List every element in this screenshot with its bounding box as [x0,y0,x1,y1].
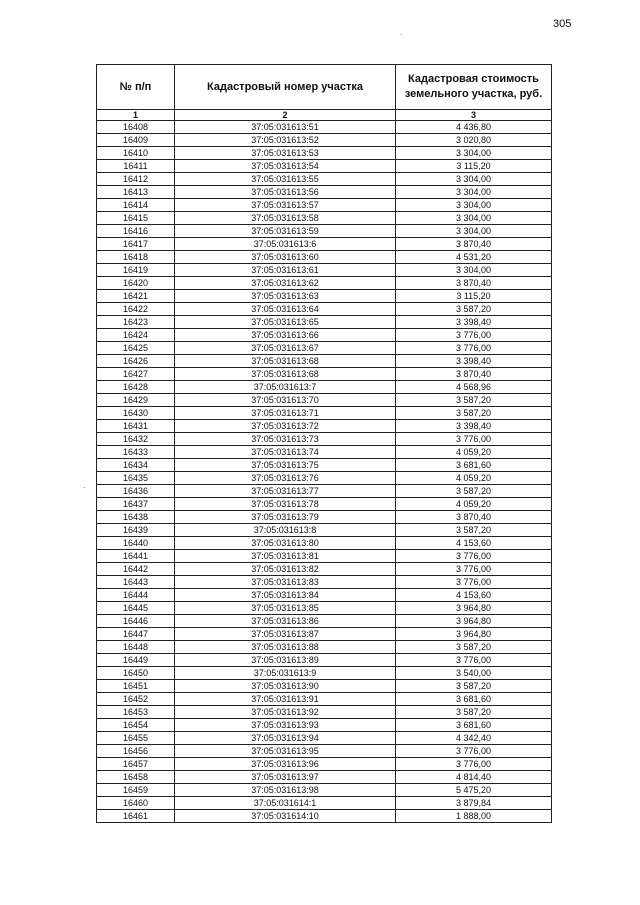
table-row [97,238,552,251]
table-row [97,485,552,498]
cadastral-value-cell: 3 304,00 [396,186,552,199]
table-row [97,511,552,524]
table-row [97,394,552,407]
row-number-cell: 16447 [97,628,175,641]
cadastral-value-cell: 3 681,60 [396,459,552,472]
cadastral-number-cell: 37:05:031613:83 [175,576,396,589]
cadastral-number-cell: 37:05:031613:89 [175,654,396,667]
cadastral-value-cell: 3 304,00 [396,212,552,225]
cadastral-number-cell: 37:05:031613:73 [175,433,396,446]
cadastral-number-cell: 37:05:031613:64 [175,303,396,316]
table-row [97,225,552,238]
cadastral-value-cell: 3 776,00 [396,329,552,342]
cadastral-number-cell: 37:05:031613:56 [175,186,396,199]
table-row [97,277,552,290]
cadastral-value-cell: 3 587,20 [396,407,552,420]
cadastral-number-cell: 37:05:031613:97 [175,771,396,784]
cadastral-number-cell: 37:05:031613:85 [175,602,396,615]
cadastral-value-cell: 3 870,40 [396,368,552,381]
row-number-cell: 16460 [97,797,175,810]
cadastral-number-cell: 37:05:031613:75 [175,459,396,472]
cadastral-value-cell: 3 304,00 [396,147,552,160]
table-row [97,303,552,316]
cadastral-value-cell: 3 587,20 [396,303,552,316]
cadastral-value-cell: 5 475,20 [396,784,552,797]
cadastral-value-cell: 3 115,20 [396,160,552,173]
table-row [97,381,552,394]
cadastral-number-cell: 37:05:031613:94 [175,732,396,745]
row-number-cell: 16434 [97,459,175,472]
cadastral-number-cell: 37:05:031613:55 [175,173,396,186]
row-number-cell: 16427 [97,368,175,381]
scan-speck: · [400,30,403,39]
row-number-cell: 16457 [97,758,175,771]
cadastral-value-cell: 3 964,80 [396,628,552,641]
cadastral-number-cell: 37:05:031613:96 [175,758,396,771]
cadastral-number-cell: 37:05:031613:80 [175,537,396,550]
cadastral-number-cell: 37:05:031613:53 [175,147,396,160]
cadastral-value-cell: 4 436,80 [396,121,552,134]
cadastral-number-cell: 37:05:031613:51 [175,121,396,134]
row-number-cell: 16456 [97,745,175,758]
cadastral-value-cell: 3 398,40 [396,316,552,329]
row-number-cell: 16412 [97,173,175,186]
cadastral-value-cell: 3 964,80 [396,602,552,615]
cadastral-number-cell: 37:05:031613:82 [175,563,396,576]
header-row-number: № п/п [97,65,175,110]
page-number: 305 [553,18,572,30]
cadastral-number-cell: 37:05:031613:54 [175,160,396,173]
table-row [97,446,552,459]
cadastral-number-cell: 37:05:031613:76 [175,472,396,485]
row-number-cell: 16444 [97,589,175,602]
row-number-cell: 16450 [97,667,175,680]
cadastral-value-cell: 3 304,00 [396,173,552,186]
cadastral-number-cell: 37:05:031613:92 [175,706,396,719]
cadastral-number-cell: 37:05:031613:72 [175,420,396,433]
row-number-cell: 16438 [97,511,175,524]
table-row [97,680,552,693]
table-row [97,199,552,212]
cadastral-value-cell: 3 776,00 [396,758,552,771]
table-row [97,342,552,355]
cadastral-value-cell: 1 888,00 [396,810,552,823]
table-row [97,797,552,810]
row-number-cell: 16448 [97,641,175,654]
cadastral-value-table [96,64,552,823]
row-number-cell: 16433 [97,446,175,459]
cadastral-value-cell: 3 587,20 [396,524,552,537]
cadastral-value-cell: 3 776,00 [396,342,552,355]
cadastral-number-cell: 37:05:031614:10 [175,810,396,823]
cadastral-number-cell: 37:05:031613:57 [175,199,396,212]
table-row [97,628,552,641]
table-row [97,576,552,589]
cadastral-value-cell: 3 776,00 [396,563,552,576]
cadastral-number-cell: 37:05:031613:68 [175,368,396,381]
table-row [97,550,552,563]
row-number-cell: 16422 [97,303,175,316]
table-row [97,654,552,667]
table-row [97,706,552,719]
cadastral-value-cell: 3 776,00 [396,576,552,589]
table-row [97,602,552,615]
column-index-row [97,110,552,121]
header-cadastral-number: Кадастровый номер участка [175,65,396,110]
table-row [97,316,552,329]
cadastral-number-cell: 37:05:031613:65 [175,316,396,329]
table-row [97,251,552,264]
table-row [97,212,552,225]
cadastral-number-cell: 37:05:031613:70 [175,394,396,407]
cadastral-value-cell: 3 964,80 [396,615,552,628]
table-row [97,407,552,420]
cadastral-value-cell: 3 776,00 [396,550,552,563]
table-row [97,732,552,745]
table-row [97,186,552,199]
row-number-cell: 16423 [97,316,175,329]
cadastral-number-cell: 37:05:031613:87 [175,628,396,641]
cadastral-number-cell: 37:05:031613:88 [175,641,396,654]
cadastral-value-cell: 3 587,20 [396,485,552,498]
row-number-cell: 16435 [97,472,175,485]
cadastral-number-cell: 37:05:031613:8 [175,524,396,537]
cadastral-number-cell: 37:05:031613:84 [175,589,396,602]
row-number-cell: 16415 [97,212,175,225]
cadastral-value-cell: 3 681,60 [396,719,552,732]
cadastral-value-cell: 4 059,20 [396,446,552,459]
row-number-cell: 16443 [97,576,175,589]
cadastral-value-cell: 3 304,00 [396,225,552,238]
table-row [97,134,552,147]
cadastral-number-cell: 37:05:031613:90 [175,680,396,693]
table-row [97,537,552,550]
table-row [97,589,552,602]
row-number-cell: 16421 [97,290,175,303]
cadastral-number-cell: 37:05:031613:61 [175,264,396,277]
table-row [97,368,552,381]
table-row [97,472,552,485]
row-number-cell: 16441 [97,550,175,563]
cadastral-value-cell: 3 776,00 [396,745,552,758]
row-number-cell: 16453 [97,706,175,719]
table-row [97,329,552,342]
table-row [97,693,552,706]
table-row [97,160,552,173]
row-number-cell: 16440 [97,537,175,550]
cadastral-number-cell: 37:05:031613:52 [175,134,396,147]
cadastral-value-cell: 3 870,40 [396,277,552,290]
row-number-cell: 16431 [97,420,175,433]
cadastral-number-cell: 37:05:031613:93 [175,719,396,732]
cadastral-value-cell: 3 879,84 [396,797,552,810]
row-number-cell: 16413 [97,186,175,199]
cadastral-number-cell: 37:05:031613:74 [175,446,396,459]
cadastral-value-cell: 3 020,80 [396,134,552,147]
table-row [97,784,552,797]
row-number-cell: 16436 [97,485,175,498]
cadastral-value-cell: 3 540,00 [396,667,552,680]
cadastral-value-cell: 3 587,20 [396,641,552,654]
row-number-cell: 16445 [97,602,175,615]
table-row [97,524,552,537]
cadastral-number-cell: 37:05:031613:6 [175,238,396,251]
cadastral-number-cell: 37:05:031614:1 [175,797,396,810]
row-number-cell: 16459 [97,784,175,797]
cadastral-value-cell: 3 115,20 [396,290,552,303]
cadastral-number-cell: 37:05:031613:62 [175,277,396,290]
cadastral-value-cell: 3 398,40 [396,420,552,433]
row-number-cell: 16417 [97,238,175,251]
table-row [97,147,552,160]
row-number-cell: 16428 [97,381,175,394]
cadastral-number-cell: 37:05:031613:91 [175,693,396,706]
cadastral-number-cell: 37:05:031613:77 [175,485,396,498]
cadastral-value-cell: 4 342,40 [396,732,552,745]
header-cadastral-value: Кадастровая стоимость земельного участка, руб. [396,65,552,110]
row-number-cell: 16418 [97,251,175,264]
column-index: 1 [97,110,175,121]
row-number-cell: 16442 [97,563,175,576]
cadastral-value-cell: 3 587,20 [396,394,552,407]
row-number-cell: 16432 [97,433,175,446]
cadastral-number-cell: 37:05:031613:81 [175,550,396,563]
row-number-cell: 16452 [97,693,175,706]
table-header-row [97,65,552,110]
cadastral-value-cell: 3 304,00 [396,264,552,277]
cadastral-value-cell: 3 587,20 [396,680,552,693]
row-number-cell: 16420 [97,277,175,290]
row-number-cell: 16455 [97,732,175,745]
row-number-cell: 16408 [97,121,175,134]
table-row [97,615,552,628]
cadastral-number-cell: 37:05:031613:98 [175,784,396,797]
row-number-cell: 16429 [97,394,175,407]
row-number-cell: 16414 [97,199,175,212]
cadastral-value-cell: 3 587,20 [396,706,552,719]
table-row [97,420,552,433]
cadastral-number-cell: 37:05:031613:9 [175,667,396,680]
table-row [97,745,552,758]
cadastral-number-cell: 37:05:031613:68 [175,355,396,368]
cadastral-value-cell: 3 776,00 [396,433,552,446]
cadastral-number-cell: 37:05:031613:60 [175,251,396,264]
table-row [97,667,552,680]
cadastral-value-cell: 3 304,00 [396,199,552,212]
table-row [97,758,552,771]
cadastral-value-cell: 3 681,60 [396,693,552,706]
cadastral-number-cell: 37:05:031613:78 [175,498,396,511]
table-row [97,173,552,186]
table-row [97,641,552,654]
cadastral-value-cell: 4 059,20 [396,498,552,511]
row-number-cell: 16439 [97,524,175,537]
table-row [97,264,552,277]
row-number-cell: 16461 [97,810,175,823]
row-number-cell: 16426 [97,355,175,368]
cadastral-number-cell: 37:05:031613:86 [175,615,396,628]
table-row [97,355,552,368]
row-number-cell: 16437 [97,498,175,511]
cadastral-value-cell: 4 059,20 [396,472,552,485]
column-index: 2 [175,110,396,121]
row-number-cell: 16430 [97,407,175,420]
cadastral-number-cell: 37:05:031613:59 [175,225,396,238]
cadastral-value-cell: 3 870,40 [396,238,552,251]
row-number-cell: 16451 [97,680,175,693]
row-number-cell: 16409 [97,134,175,147]
table-row [97,563,552,576]
table-row [97,498,552,511]
cadastral-number-cell: 37:05:031613:71 [175,407,396,420]
row-number-cell: 16454 [97,719,175,732]
column-index: 3 [396,110,552,121]
cadastral-number-cell: 37:05:031613:66 [175,329,396,342]
cadastral-number-cell: 37:05:031613:95 [175,745,396,758]
table-row [97,433,552,446]
row-number-cell: 16449 [97,654,175,667]
row-number-cell: 16458 [97,771,175,784]
table-row [97,121,552,134]
row-number-cell: 16425 [97,342,175,355]
table-row [97,719,552,732]
cadastral-value-cell: 4 814,40 [396,771,552,784]
cadastral-value-cell: 4 153,60 [396,589,552,602]
table-row [97,290,552,303]
row-number-cell: 16410 [97,147,175,160]
cadastral-value-cell: 3 398,40 [396,355,552,368]
cadastral-number-cell: 37:05:031613:63 [175,290,396,303]
cadastral-number-cell: 37:05:031613:58 [175,212,396,225]
cadastral-value-cell: 3 870,40 [396,511,552,524]
row-number-cell: 16446 [97,615,175,628]
row-number-cell: 16411 [97,160,175,173]
row-number-cell: 16419 [97,264,175,277]
cadastral-value-cell: 3 776,00 [396,654,552,667]
cadastral-number-cell: 37:05:031613:7 [175,381,396,394]
scan-speck: · [83,483,86,492]
row-number-cell: 16416 [97,225,175,238]
cadastral-value-cell: 4 531,20 [396,251,552,264]
table-row [97,771,552,784]
cadastral-value-cell: 4 153,60 [396,537,552,550]
cadastral-number-cell: 37:05:031613:67 [175,342,396,355]
table-row [97,810,552,823]
cadastral-value-cell: 4 568,96 [396,381,552,394]
row-number-cell: 16424 [97,329,175,342]
table-row [97,459,552,472]
cadastral-number-cell: 37:05:031613:79 [175,511,396,524]
